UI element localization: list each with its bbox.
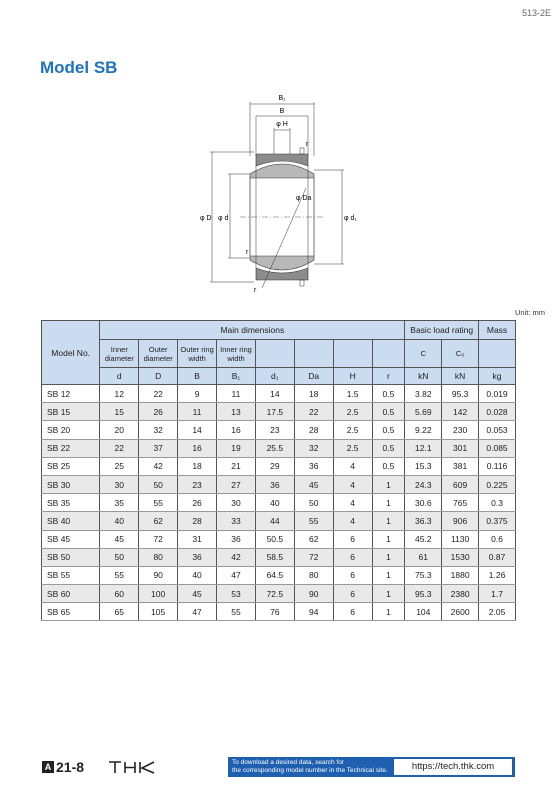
table-cell: 90 — [294, 585, 333, 603]
table-cell: 72.5 — [255, 585, 294, 603]
table-cell: 19 — [217, 439, 256, 457]
model-number-cell: SB 12 — [42, 385, 100, 403]
model-number-cell: SB 22 — [42, 439, 100, 457]
unit-r: r — [372, 368, 405, 385]
dim-phi-h: φ H — [276, 121, 288, 128]
table-cell: 5.69 — [405, 403, 442, 421]
table-cell: 0.116 — [479, 457, 516, 475]
table-cell: 1 — [372, 494, 405, 512]
section-badge: A — [42, 761, 54, 773]
table-cell: 381 — [442, 457, 479, 475]
table-cell: 1 — [372, 566, 405, 584]
table-cell: 4 — [333, 457, 372, 475]
page-title: Model SB — [40, 58, 118, 77]
table-cell: 0.87 — [479, 548, 516, 566]
table-cell: 50 — [100, 548, 139, 566]
table-row — [42, 475, 516, 493]
header-inner-diameter: Inner diameter — [100, 340, 139, 368]
table-cell: 15.3 — [405, 457, 442, 475]
table-cell: 76 — [255, 603, 294, 621]
table-cell: 26 — [178, 494, 217, 512]
table-cell: 50 — [294, 494, 333, 512]
table-cell: 0.225 — [479, 475, 516, 493]
table-cell: 0.019 — [479, 385, 516, 403]
bearing-cross-section-drawing — [190, 92, 370, 298]
page-id: 21-8 — [56, 759, 85, 775]
footer-page-id — [42, 759, 156, 775]
table-cell: 36 — [255, 475, 294, 493]
unit-note: Unit: mm — [515, 308, 545, 317]
table-cell: 55 — [100, 566, 139, 584]
table-cell: 0.5 — [372, 421, 405, 439]
table-cell: 42 — [139, 457, 178, 475]
table-cell: 16 — [217, 421, 256, 439]
table-cell: 1 — [372, 475, 405, 493]
table-cell: 36 — [294, 457, 333, 475]
model-number-cell: SB 65 — [42, 603, 100, 621]
model-number-cell: SB 55 — [42, 566, 100, 584]
model-number-cell: SB 15 — [42, 403, 100, 421]
table-row — [42, 512, 516, 530]
table-cell: 14 — [178, 421, 217, 439]
dim-phi-d1: φ d₁ — [344, 215, 357, 222]
table-cell: 2.05 — [479, 603, 516, 621]
model-number-cell: SB 40 — [42, 512, 100, 530]
table-cell: 45 — [178, 585, 217, 603]
model-number-cell: SB 35 — [42, 494, 100, 512]
table-cell: 58.5 — [255, 548, 294, 566]
table-cell: 13 — [217, 403, 256, 421]
table-cell: 2380 — [442, 585, 479, 603]
table-cell: 0.5 — [372, 403, 405, 421]
dim-phi-d: φ d — [218, 215, 229, 222]
table-row — [42, 585, 516, 603]
table-cell: 0.085 — [479, 439, 516, 457]
table-cell: 24.3 — [405, 475, 442, 493]
table-row — [42, 603, 516, 621]
table-cell: 95.3 — [405, 585, 442, 603]
table-cell: 72 — [139, 530, 178, 548]
header-basic-load-rating: Basic load rating — [405, 321, 479, 340]
table-cell: 80 — [294, 566, 333, 584]
table-cell: 6 — [333, 548, 372, 566]
dim-b1: B₁ — [278, 95, 286, 102]
table-cell: 50.5 — [255, 530, 294, 548]
dim-b: B — [279, 108, 285, 115]
table-cell: 27 — [217, 475, 256, 493]
table-cell: 11 — [178, 403, 217, 421]
table-cell: 765 — [442, 494, 479, 512]
dim-phi-D: φ D — [200, 215, 212, 222]
table-cell: 31 — [178, 530, 217, 548]
table-cell: 90 — [139, 566, 178, 584]
unit-c0-kn: kN — [442, 368, 479, 385]
table-cell: 0.6 — [479, 530, 516, 548]
table-row — [42, 403, 516, 421]
unit-mass-kg: kg — [479, 368, 516, 385]
header-mass: Mass — [479, 321, 516, 340]
table-cell: 1 — [372, 603, 405, 621]
header-outer-diameter: Outer diameter — [139, 340, 178, 368]
table-cell: 1530 — [442, 548, 479, 566]
table-cell: 36.3 — [405, 512, 442, 530]
table-cell: 2.5 — [333, 439, 372, 457]
table-cell: 23 — [178, 475, 217, 493]
table-cell: 1.5 — [333, 385, 372, 403]
table-cell: 40 — [178, 566, 217, 584]
table-cell: 12 — [100, 385, 139, 403]
table-cell: 1 — [372, 512, 405, 530]
table-cell: 60 — [100, 585, 139, 603]
table-cell: 104 — [405, 603, 442, 621]
table-cell: 2600 — [442, 603, 479, 621]
dim-r-top: r — [306, 141, 309, 148]
table-cell: 11 — [217, 385, 256, 403]
table-cell: 28 — [294, 421, 333, 439]
table-cell: 3.82 — [405, 385, 442, 403]
table-cell: 14 — [255, 385, 294, 403]
dim-r-mid: r — [246, 249, 249, 256]
table-cell: 50 — [139, 475, 178, 493]
model-number-cell: SB 20 — [42, 421, 100, 439]
header-outer-ring-width: Outer ring width — [178, 340, 217, 368]
unit-B: B — [178, 368, 217, 385]
table-cell: 23 — [255, 421, 294, 439]
download-note-line1: To download a desired data, search for — [232, 759, 345, 766]
header-model-no: Model No. — [42, 321, 100, 385]
table-row — [42, 439, 516, 457]
table-cell: 45 — [100, 530, 139, 548]
table-cell: 40 — [100, 512, 139, 530]
table-cell: 30 — [100, 475, 139, 493]
model-number-cell: SB 45 — [42, 530, 100, 548]
unit-H: H — [333, 368, 372, 385]
table-cell: 0.375 — [479, 512, 516, 530]
unit-Da: Da — [294, 368, 333, 385]
table-cell: 0.5 — [372, 439, 405, 457]
table-cell: 32 — [139, 421, 178, 439]
table-cell: 28 — [178, 512, 217, 530]
table-cell: 35 — [100, 494, 139, 512]
table-cell: 75.3 — [405, 566, 442, 584]
table-cell: 1.26 — [479, 566, 516, 584]
table-cell: 45.2 — [405, 530, 442, 548]
table-cell: 20 — [100, 421, 139, 439]
table-cell: 80 — [139, 548, 178, 566]
table-cell: 6 — [333, 566, 372, 584]
table-row — [42, 530, 516, 548]
table-cell: 55 — [139, 494, 178, 512]
table-cell: 30.6 — [405, 494, 442, 512]
table-cell: 142 — [442, 403, 479, 421]
model-number-cell: SB 30 — [42, 475, 100, 493]
dim-r-bot: r — [254, 287, 257, 294]
table-cell: 44 — [255, 512, 294, 530]
table-cell: 1130 — [442, 530, 479, 548]
unit-D: D — [139, 368, 178, 385]
table-cell: 0.053 — [479, 421, 516, 439]
table-cell: 47 — [217, 566, 256, 584]
table-cell: 95.3 — [442, 385, 479, 403]
download-note — [228, 759, 392, 775]
thk-logo — [108, 760, 156, 774]
table-cell: 100 — [139, 585, 178, 603]
table-cell: 6 — [333, 585, 372, 603]
table-cell: 36 — [217, 530, 256, 548]
dimension-table — [41, 320, 516, 621]
header-inner-ring-width: Inner ring width — [217, 340, 256, 368]
table-cell: 0.028 — [479, 403, 516, 421]
download-banner — [228, 757, 515, 777]
table-cell: 2.5 — [333, 421, 372, 439]
table-cell: 62 — [294, 530, 333, 548]
header-main-dimensions: Main dimensions — [100, 321, 405, 340]
table-cell: 61 — [405, 548, 442, 566]
table-cell: 40 — [255, 494, 294, 512]
table-cell: 17.5 — [255, 403, 294, 421]
table-row — [42, 566, 516, 584]
model-number-cell: SB 25 — [42, 457, 100, 475]
table-cell: 42 — [217, 548, 256, 566]
unit-d1: d₁ — [255, 368, 294, 385]
unit-c-kn: kN — [405, 368, 442, 385]
table-cell: 55 — [217, 603, 256, 621]
table-row — [42, 494, 516, 512]
table-cell: 12.1 — [405, 439, 442, 457]
table-cell: 16 — [178, 439, 217, 457]
table-cell: 1880 — [442, 566, 479, 584]
table-cell: 29 — [255, 457, 294, 475]
model-number-cell: SB 50 — [42, 548, 100, 566]
table-cell: 53 — [217, 585, 256, 603]
table-cell: 37 — [139, 439, 178, 457]
table-cell: 906 — [442, 512, 479, 530]
table-cell: 15 — [100, 403, 139, 421]
table-cell: 9.22 — [405, 421, 442, 439]
table-cell: 18 — [178, 457, 217, 475]
table-cell: 25 — [100, 457, 139, 475]
header-symbol-c0: C₀ — [442, 340, 479, 368]
table-cell: 4 — [333, 494, 372, 512]
table-row — [42, 421, 516, 439]
dim-phi-da: φ Da — [296, 195, 312, 202]
table-cell: 301 — [442, 439, 479, 457]
table-cell: 105 — [139, 603, 178, 621]
table-cell: 94 — [294, 603, 333, 621]
table-cell: 64.5 — [255, 566, 294, 584]
table-cell: 25.5 — [255, 439, 294, 457]
table-row — [42, 548, 516, 566]
table-cell: 2.5 — [333, 403, 372, 421]
table-cell: 6 — [333, 530, 372, 548]
table-cell: 33 — [217, 512, 256, 530]
table-cell: 0.5 — [372, 385, 405, 403]
model-number-cell: SB 60 — [42, 585, 100, 603]
table-cell: 47 — [178, 603, 217, 621]
table-cell: 62 — [139, 512, 178, 530]
table-cell: 1 — [372, 585, 405, 603]
table-cell: 1 — [372, 530, 405, 548]
table-cell: 45 — [294, 475, 333, 493]
header-symbol-c: C — [405, 340, 442, 368]
table-cell: 1 — [372, 548, 405, 566]
table-cell: 22 — [100, 439, 139, 457]
table-cell: 72 — [294, 548, 333, 566]
download-note-line2: the corresponding model number in the Technical site. — [232, 767, 388, 774]
table-cell: 30 — [217, 494, 256, 512]
table-cell: 22 — [139, 385, 178, 403]
page-number: 513-2E — [521, 8, 551, 18]
table-cell: 32 — [294, 439, 333, 457]
table-cell: 230 — [442, 421, 479, 439]
table-row — [42, 457, 516, 475]
technical-site-link[interactable]: https://tech.thk.com — [393, 758, 513, 776]
table-cell: 609 — [442, 475, 479, 493]
unit-d: d — [100, 368, 139, 385]
table-cell: 1.7 — [479, 585, 516, 603]
table-row — [42, 385, 516, 403]
table-cell: 4 — [333, 512, 372, 530]
table-cell: 22 — [294, 403, 333, 421]
table-cell: 0.5 — [372, 457, 405, 475]
table-cell: 6 — [333, 603, 372, 621]
unit-B1: B₁ — [217, 368, 256, 385]
table-cell: 65 — [100, 603, 139, 621]
table-cell: 21 — [217, 457, 256, 475]
table-cell: 0.3 — [479, 494, 516, 512]
table-cell: 26 — [139, 403, 178, 421]
table-cell: 36 — [178, 548, 217, 566]
table-cell: 55 — [294, 512, 333, 530]
table-cell: 18 — [294, 385, 333, 403]
table-cell: 9 — [178, 385, 217, 403]
table-cell: 4 — [333, 475, 372, 493]
